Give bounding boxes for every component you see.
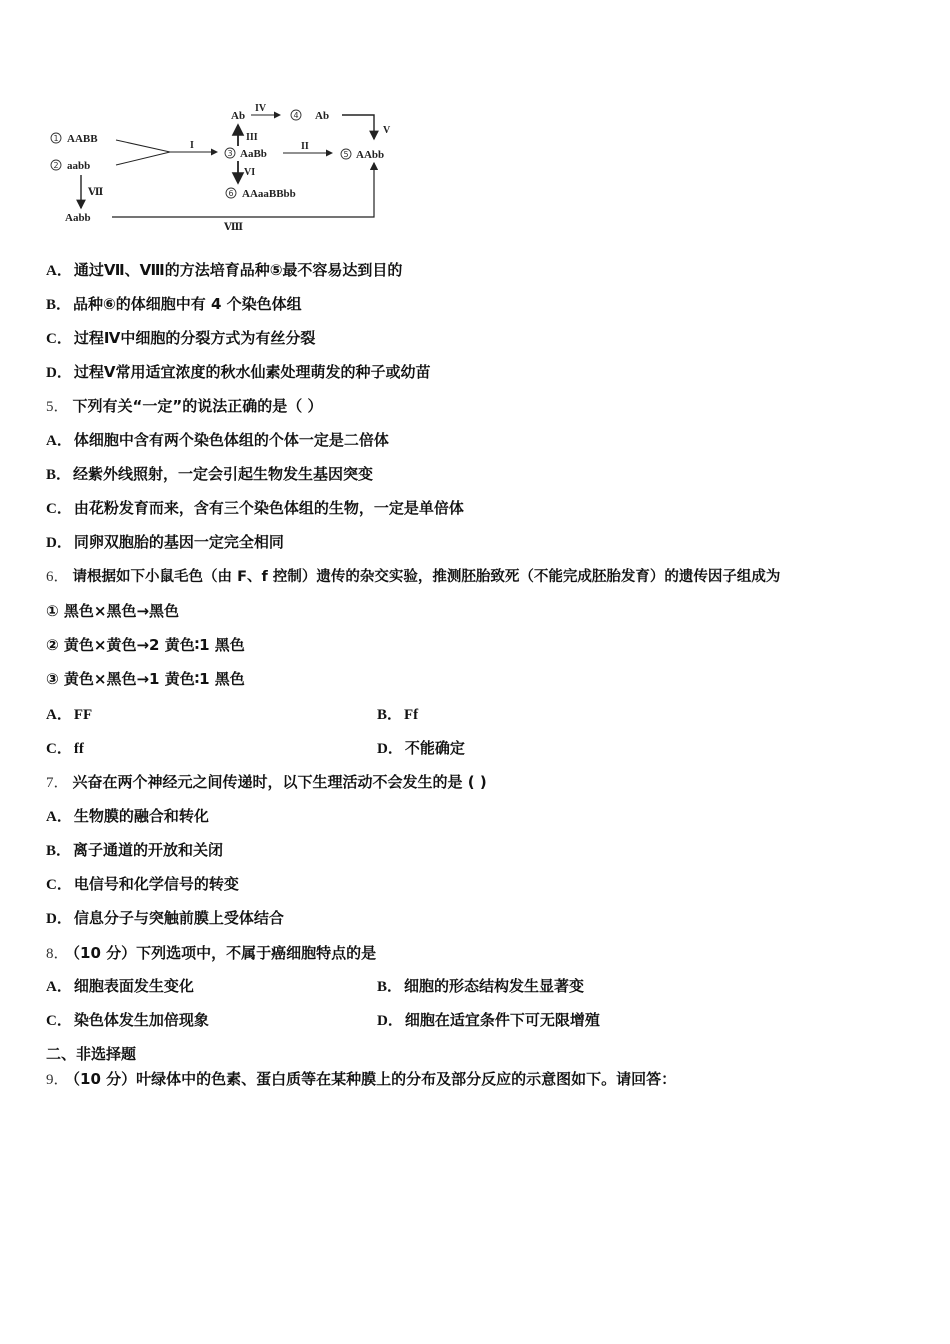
q8-option-d: D． 细胞在适宜条件下可无限增殖 (377, 1011, 600, 1029)
q6-option-a: A． FF (46, 707, 93, 723)
q5-option-a: A． 体细胞中含有两个染色体组的个体一定是二倍体 (46, 431, 389, 449)
node-ab-gamete: Ab (231, 110, 246, 122)
q8-stem: 8． （10 分）下列选项中，不属于癌细胞特点的是 (46, 944, 377, 962)
q7-option-d: D． 信息分子与突触前膜上受体结合 (46, 909, 284, 927)
node-1-aabb (51, 133, 98, 145)
node-6-tetraploid (226, 188, 296, 200)
q8-option-a: A． 细胞表面发生变化 (46, 977, 194, 995)
section-2-heading: 二、非选择题 (46, 1045, 137, 1063)
svg-text:4: 4 (293, 111, 299, 120)
svg-text:5: 5 (343, 150, 349, 159)
q4-option-b: B． 品种⑥的体细胞中有 4 个染色体组 (46, 295, 302, 313)
q5-option-c: C． 由花粉发育而来，含有三个染色体组的生物，一定是单倍体 (46, 499, 464, 517)
q6-option-d: D． 不能确定 (377, 739, 465, 757)
svg-text:2: 2 (53, 161, 59, 170)
q9-stem: 9． （10 分）叶绿体中的色素、蛋白质等在某种膜上的分布及部分反应的示意图如下。请回答： (46, 1070, 677, 1088)
q5-option-b: B． 经紫外线照射，一定会引起生物发生基因突变 (46, 465, 374, 483)
svg-text:AAbb: AAbb (356, 149, 385, 161)
svg-text:1: 1 (53, 134, 59, 143)
breeding-pathway-diagram (40, 95, 420, 240)
q8-option-c: C． 染色体发生加倍现象 (46, 1011, 209, 1029)
svg-text:6: 6 (228, 189, 234, 198)
q4-option-a: A． 通过Ⅶ、Ⅷ的方法培育品种⑤最不容易达到目的 (46, 261, 403, 279)
svg-text:AAaaBBbb: AAaaBBbb (242, 188, 296, 200)
process-VI-label: VI (244, 167, 256, 178)
process-IV-label: IV (255, 103, 267, 114)
q8-option-b: B． 细胞的形态结构发生显著变 (377, 977, 585, 995)
svg-text:aabb: aabb (67, 160, 91, 172)
node-3-aabb-hybrid (225, 148, 267, 160)
q7-stem: 7． 兴奋在两个神经元之间传递时，以下生理活动不会发生的是 ( ) (46, 773, 487, 791)
node-5-aabb-target (341, 149, 384, 161)
q7-option-c: C． 电信号和化学信号的转变 (46, 875, 239, 893)
q4-option-c: C． 过程Ⅳ中细胞的分裂方式为有丝分裂 (46, 329, 316, 347)
node-4-ab-haploid (291, 110, 329, 122)
q6-cross-3: ③ 黄色×黑色→1 黄色∶1 黑色 (46, 670, 245, 688)
svg-text:3: 3 (227, 149, 233, 158)
process-VII-label: Ⅶ (88, 187, 104, 198)
svg-text:Ab: Ab (315, 110, 330, 122)
node-2-aabb-recessive (51, 160, 90, 172)
svg-text:AaBb: AaBb (240, 148, 267, 160)
process-III-label: III (246, 132, 258, 143)
q7-option-b: B． 离子通道的开放和关闭 (46, 841, 224, 859)
process-I-label: I (190, 140, 194, 151)
q6-option-b: B． Ff (377, 707, 419, 723)
q4-option-d: D． 过程Ⅴ常用适宜浓度的秋水仙素处理萌发的种子或幼苗 (46, 363, 431, 381)
q5-option-d: D． 同卵双胞胎的基因一定完全相同 (46, 533, 284, 551)
q6-cross-2: ② 黄色×黄色→2 黄色∶1 黑色 (46, 636, 245, 654)
q6-stem: 6． 请根据如下小鼠毛色（由 F、f 控制）遗传的杂交实验，推测胚胎致死（不能完成胚胎发育）的遗传因子组成为 (46, 569, 781, 585)
process-V-label: V (383, 125, 391, 136)
process-VIII-label: Ⅷ (224, 222, 243, 233)
q6-cross-1: ① 黑色×黑色→黑色 (46, 602, 180, 620)
svg-text:AABB: AABB (67, 133, 98, 145)
q6-option-c: C． ff (46, 741, 84, 757)
node-aabb-mutant: Aabb (65, 212, 91, 224)
q5-stem: 5． 下列有关“一定”的说法正确的是（ ） (46, 397, 323, 415)
process-II-label: II (301, 141, 309, 152)
q7-option-a: A． 生物膜的融合和转化 (46, 807, 209, 825)
